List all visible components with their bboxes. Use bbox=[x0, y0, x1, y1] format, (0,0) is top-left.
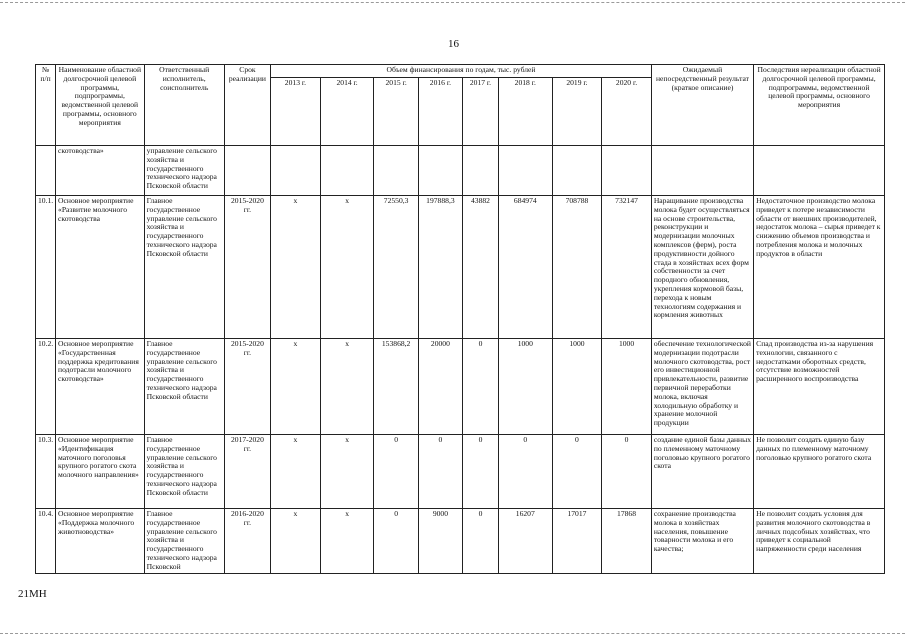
row-value: 20000 bbox=[418, 339, 462, 435]
header-funding: Объем финансирования по годам, тыс. рублей bbox=[271, 65, 652, 78]
row-consequences: Спад производства из-за нарушения технологии, связанного с недостатками оборотных средств, отсутствие возможностей расширенного воспроизводства bbox=[754, 339, 885, 435]
header-consequences: Последствия нереализации областной долгосрочной целевой программы, подпрограммы, ведомственной целевой программы, основного мероприятия bbox=[754, 65, 885, 146]
header-year: 2017 г. bbox=[463, 78, 499, 146]
row-value bbox=[498, 146, 552, 196]
row-executor: Главное государственное управление сельского хозяйства и государственного технического надзора Псковской области bbox=[144, 339, 224, 435]
row-value: x bbox=[320, 339, 374, 435]
footer-code: 21МН bbox=[18, 588, 47, 600]
row-value: 1000 bbox=[552, 339, 602, 435]
header-year: 2019 г. bbox=[552, 78, 602, 146]
row-value bbox=[602, 146, 652, 196]
row-term: 2017-2020 гг. bbox=[224, 435, 270, 509]
page-bottom-edge bbox=[0, 633, 905, 634]
row-executor: Главное государственное управление сельского хозяйства и государственного технического надзора Псковской области bbox=[144, 435, 224, 509]
row-value bbox=[552, 146, 602, 196]
row-num bbox=[36, 146, 56, 196]
row-value: 16207 bbox=[498, 509, 552, 574]
row-value bbox=[418, 146, 462, 196]
row-result: обеспечение технологической модернизации подотрасли молочного скотоводства, рост его инвестиционной привлекательности, развитие первичной переработки молока, включая холодильную обработку и хранение молочной продукции bbox=[651, 339, 753, 435]
table-row bbox=[36, 146, 885, 196]
row-term: 2016-2020 гг. bbox=[224, 509, 270, 574]
row-value: x bbox=[271, 196, 321, 339]
row-value: 0 bbox=[374, 509, 418, 574]
header-year: 2020 г. bbox=[602, 78, 652, 146]
row-value: x bbox=[320, 196, 374, 339]
row-value: x bbox=[271, 435, 321, 509]
row-value bbox=[271, 146, 321, 196]
row-name: скотоводства» bbox=[56, 146, 145, 196]
row-value: 17017 bbox=[552, 509, 602, 574]
row-name: Основное мероприятие «Идентификация маточного поголовья крупного рогатого скота молочного направления» bbox=[56, 435, 145, 509]
page-number: 16 bbox=[448, 38, 459, 50]
row-value: 684974 bbox=[498, 196, 552, 339]
page-top-edge bbox=[0, 2, 905, 3]
row-term: 2015-2020 гг. bbox=[224, 339, 270, 435]
row-name: Основное мероприятие «Поддержка молочного животноводства» bbox=[56, 509, 145, 574]
row-value: 1000 bbox=[498, 339, 552, 435]
row-value: x bbox=[320, 509, 374, 574]
row-value: 0 bbox=[463, 339, 499, 435]
row-value: 153868,2 bbox=[374, 339, 418, 435]
row-value: 197888,3 bbox=[418, 196, 462, 339]
row-result: Наращивание производства молока будет осуществляться на основе строительства, реконструкции и модернизации молочных комплексов (ферм), роста продуктивности дойного стада в хозяйствах всех форм собственности за счет породного обновления, укрепления кормовой базы, перехода к новым технологиям содержания и кормления животных bbox=[651, 196, 753, 339]
row-value: x bbox=[271, 339, 321, 435]
row-value: 43882 bbox=[463, 196, 499, 339]
header-term: Срок реализации bbox=[224, 65, 270, 146]
row-value: 9000 bbox=[418, 509, 462, 574]
row-value bbox=[374, 146, 418, 196]
header-year: 2018 г. bbox=[498, 78, 552, 146]
header-year: 2016 г. bbox=[418, 78, 462, 146]
row-consequences: Недостаточное производство молока приведет к потере независимости области от внешних производителей, недостаток молока – сырья приведет к снижению объемов производства и потребления молока и молочных продуктов в области bbox=[754, 196, 885, 339]
row-value: 0 bbox=[463, 509, 499, 574]
row-value bbox=[463, 146, 499, 196]
row-value: 1000 bbox=[602, 339, 652, 435]
header-year: 2013 г. bbox=[271, 78, 321, 146]
row-executor: Главное государственное управление сельского хозяйства и государственного технического надзора Псковской области bbox=[144, 196, 224, 339]
table-row bbox=[36, 509, 885, 574]
row-value: 72550,3 bbox=[374, 196, 418, 339]
row-value: 17868 bbox=[602, 509, 652, 574]
header-name: Наименование областной долгосрочной целевой программы, подпрограммы, ведомственной целевой программы, основного мероприятия bbox=[56, 65, 145, 146]
row-value: 0 bbox=[552, 435, 602, 509]
row-value: x bbox=[320, 435, 374, 509]
row-executor: Главное государственное управление сельского хозяйства и государственного технического надзора Псковской bbox=[144, 509, 224, 574]
header-result: Ожидаемый непосредственный результат (краткое описание) bbox=[651, 65, 753, 146]
header-num: № п/п bbox=[36, 65, 56, 146]
row-term bbox=[224, 146, 270, 196]
row-num: 10.1. bbox=[36, 196, 56, 339]
table-row bbox=[36, 339, 885, 435]
row-num: 10.2. bbox=[36, 339, 56, 435]
row-value: 708788 bbox=[552, 196, 602, 339]
row-value: 732147 bbox=[602, 196, 652, 339]
row-executor: управление сельского хозяйства и государственного технического надзора Псковской области bbox=[144, 146, 224, 196]
row-value bbox=[320, 146, 374, 196]
row-value: 0 bbox=[418, 435, 462, 509]
row-result: сохранение производства молока в хозяйствах населения, повышение товарности молока и его качества; bbox=[651, 509, 753, 574]
row-name: Основное мероприятие «Государственная поддержка кредитования подотрасли молочного скотоводства» bbox=[56, 339, 145, 435]
row-consequences: Не позволит создать условия для развития молочного скотоводства в личных подсобных хозяйствах, что приведет к социальной напряженности среди населения bbox=[754, 509, 885, 574]
header-year: 2015 г. bbox=[374, 78, 418, 146]
table-row bbox=[36, 435, 885, 509]
row-name: Основное мероприятие «Развитие молочного скотоводства bbox=[56, 196, 145, 339]
row-value: x bbox=[271, 509, 321, 574]
header-executor: Ответственный исполнитель, соисполнитель bbox=[144, 65, 224, 146]
row-term: 2015-2020 гг. bbox=[224, 196, 270, 339]
row-num: 10.4. bbox=[36, 509, 56, 574]
funding-table bbox=[35, 64, 885, 574]
header-year: 2014 г. bbox=[320, 78, 374, 146]
row-num: 10.3. bbox=[36, 435, 56, 509]
table-row bbox=[36, 196, 885, 339]
row-value: 0 bbox=[463, 435, 499, 509]
row-value: 0 bbox=[498, 435, 552, 509]
row-consequences bbox=[754, 146, 885, 196]
row-value: 0 bbox=[602, 435, 652, 509]
row-consequences: Не позволит создать единую базу данных по племенному маточному поголовью крупного рогатого скота bbox=[754, 435, 885, 509]
row-result bbox=[651, 146, 753, 196]
row-value: 0 bbox=[374, 435, 418, 509]
row-result: создание единой базы данных по племенному маточному поголовью крупного рогатого скота bbox=[651, 435, 753, 509]
